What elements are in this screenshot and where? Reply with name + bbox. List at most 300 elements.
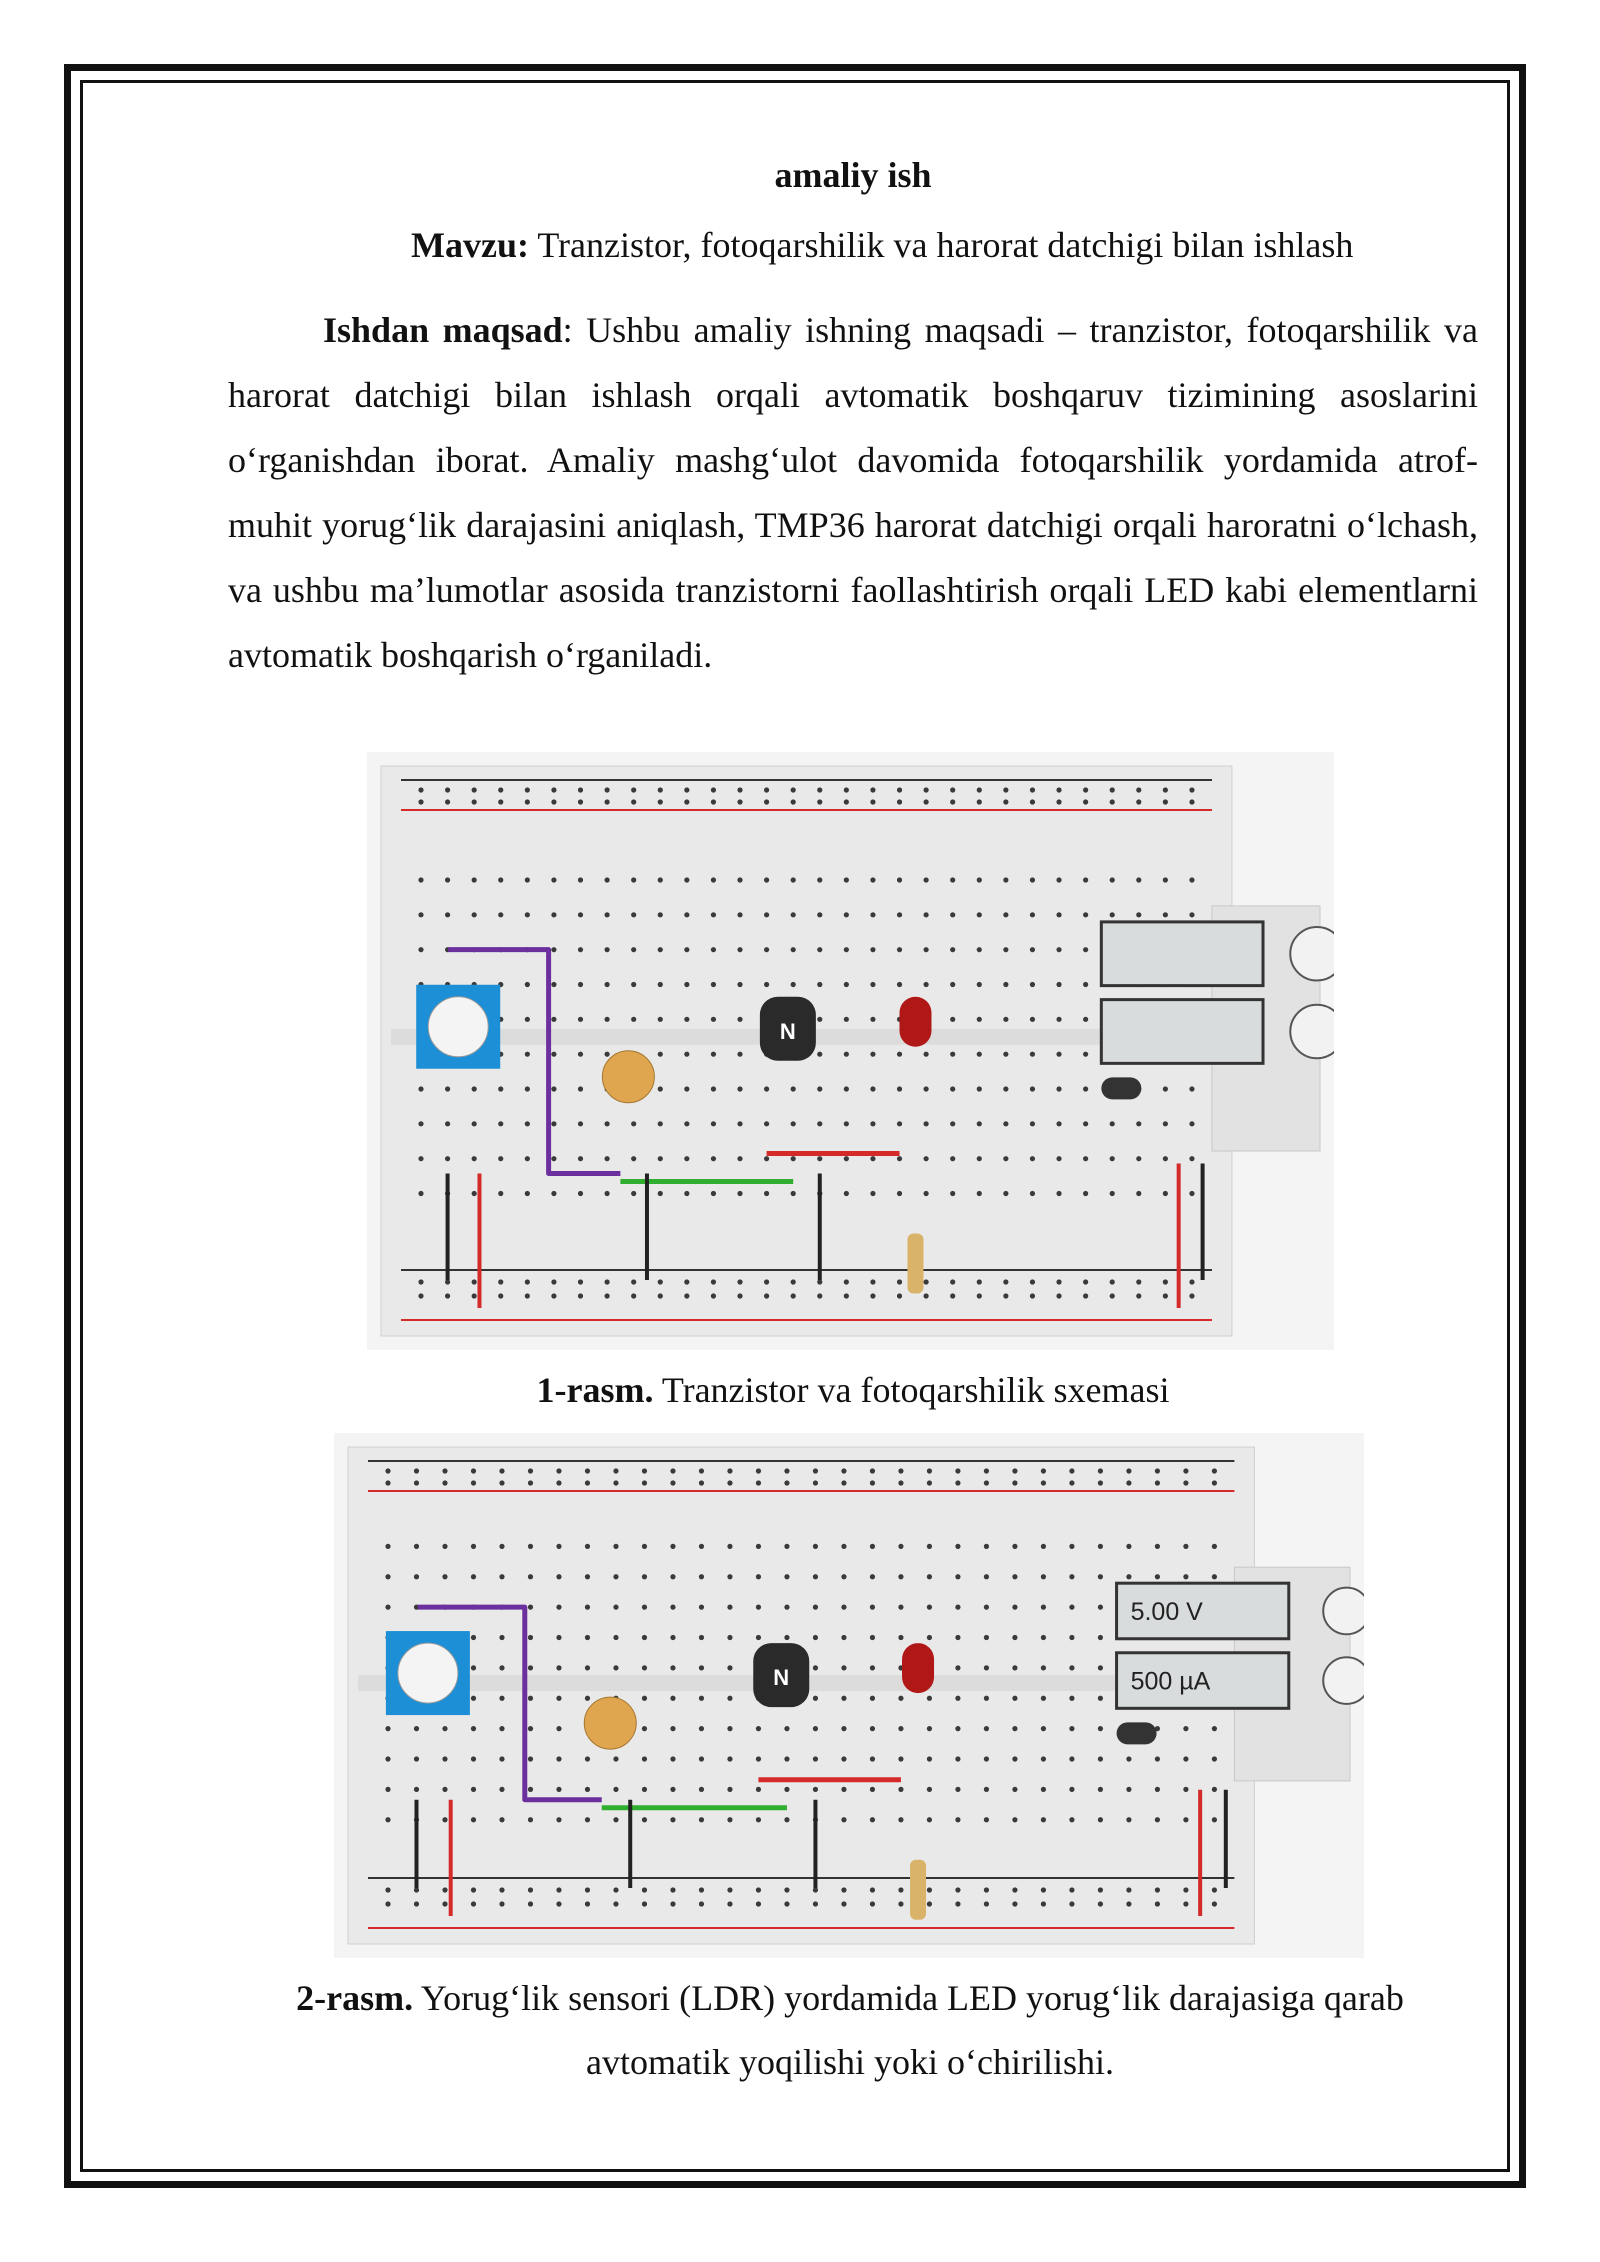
breadboard-hole	[631, 1191, 636, 1196]
breadboard-hole	[631, 982, 636, 987]
breadboard-hole	[578, 877, 583, 882]
breadboard-hole	[1098, 1756, 1103, 1761]
power-switch	[1101, 1077, 1141, 1099]
breadboard-hole	[613, 1605, 618, 1610]
breadboard-hole	[791, 947, 796, 952]
breadboard-hole	[658, 1156, 663, 1161]
breadboard-hole	[528, 1574, 533, 1579]
breadboard-hole	[1155, 1756, 1160, 1761]
breadboard-hole	[385, 1726, 390, 1731]
breadboard-hole	[528, 1756, 533, 1761]
breadboard-hole	[1003, 912, 1008, 917]
breadboard-hole	[445, 1121, 450, 1126]
breadboard-hole	[784, 1726, 789, 1731]
breadboard-hole	[711, 1052, 716, 1057]
breadboard-hole	[1212, 1787, 1217, 1792]
breadboard-hole	[984, 1817, 989, 1822]
breadboard-hole	[727, 1756, 732, 1761]
breadboard-hole	[1041, 1544, 1046, 1549]
breadboard-hole	[898, 1544, 903, 1549]
breadboard-hole	[699, 1901, 704, 1906]
breadboard-hole	[764, 1191, 769, 1196]
breadboard-hole	[950, 1191, 955, 1196]
breadboard-hole	[897, 1191, 902, 1196]
adjust-knob	[1323, 1588, 1364, 1635]
breadboard-hole	[551, 1191, 556, 1196]
breadboard-hole	[1056, 799, 1061, 804]
breadboard-hole	[984, 1635, 989, 1640]
breadboard-hole	[556, 1696, 561, 1701]
breadboard-hole	[955, 1787, 960, 1792]
breadboard-hole	[844, 912, 849, 917]
breadboard-hole	[897, 1156, 902, 1161]
breadboard-hole	[1030, 912, 1035, 917]
breadboard-hole	[385, 1901, 390, 1906]
breadboard-hole	[604, 1121, 609, 1126]
breadboard-hole	[658, 1293, 663, 1298]
breadboard-hole	[844, 799, 849, 804]
breadboard-hole	[471, 1887, 476, 1892]
breadboard-hole	[525, 1293, 530, 1298]
breadboard-hole	[442, 1480, 447, 1485]
breadboard-hole	[841, 1574, 846, 1579]
aim-text: : Ushbu amaliy ishning maqsadi – tranzistor, fotoqarshilik va harorat datchigi bilan ishlash orqali avtomatik boshqaruv tizimining asoslarini o‘rganishdan iborat. Amaliy mashg‘ulot davomida fotoqarshilik yordamida atrof-muhit yorug‘lik darajasini aniqlash, TMP36 harorat datchigi orqali haroratni o‘lchash, va ushbu ma’lumotlar asosida tranzistorni faollashtirish orqali LED kabi elementlarni avtomatik boshqarish o‘rganiladi.	[228, 310, 1478, 675]
breadboard-hole	[950, 1017, 955, 1022]
breadboard-hole	[764, 1156, 769, 1161]
breadboard-hole	[684, 877, 689, 882]
breadboard-hole	[817, 1086, 822, 1091]
breadboard-hole	[1136, 1191, 1141, 1196]
breadboard-hole	[699, 1665, 704, 1670]
breadboard-hole	[585, 1480, 590, 1485]
breadboard-hole	[791, 1279, 796, 1284]
breadboard-hole	[613, 1468, 618, 1473]
breadboard-hole	[817, 787, 822, 792]
breadboard-hole	[418, 1156, 423, 1161]
breadboard-hole	[1030, 1191, 1035, 1196]
breadboard-hole	[756, 1605, 761, 1610]
breadboard-hole	[897, 1279, 902, 1284]
breadboard-hole	[499, 1726, 504, 1731]
breadboard-hole	[631, 1017, 636, 1022]
breadboard-hole	[585, 1756, 590, 1761]
breadboard-hole	[670, 1665, 675, 1670]
breadboard-hole	[1212, 1574, 1217, 1579]
breadboard-hole	[955, 1665, 960, 1670]
breadboard-hole	[578, 1086, 583, 1091]
breadboard-hole	[418, 1191, 423, 1196]
breadboard-hole	[472, 1121, 477, 1126]
breadboard-hole	[684, 982, 689, 987]
breadboard-hole	[897, 947, 902, 952]
breadboard-hole	[1030, 1052, 1035, 1057]
breadboard-hole	[924, 947, 929, 952]
breadboard-hole	[1069, 1887, 1074, 1892]
breadboard-hole	[551, 1293, 556, 1298]
breadboard-hole	[870, 799, 875, 804]
breadboard-hole	[418, 947, 423, 952]
breadboard-hole	[870, 877, 875, 882]
breadboard-hole	[1189, 799, 1194, 804]
breadboard-hole	[631, 912, 636, 917]
breadboard-hole	[737, 799, 742, 804]
breadboard-hole	[1183, 1756, 1188, 1761]
breadboard-hole	[1083, 1156, 1088, 1161]
figure-2-image	[334, 1433, 1364, 1958]
breadboard-hole	[1126, 1817, 1131, 1822]
breadboard-hole	[791, 1156, 796, 1161]
breadboard-hole	[711, 982, 716, 987]
breadboard-hole	[984, 1468, 989, 1473]
breadboard-hole	[844, 1121, 849, 1126]
breadboard-hole	[499, 1887, 504, 1892]
breadboard-hole	[670, 1574, 675, 1579]
breadboard-hole	[585, 1605, 590, 1610]
voltage-display	[1101, 922, 1263, 986]
current-display	[1101, 1000, 1263, 1064]
breadboard-hole	[844, 1156, 849, 1161]
breadboard-hole	[1012, 1787, 1017, 1792]
breadboard-hole	[556, 1574, 561, 1579]
breadboard-hole	[870, 1605, 875, 1610]
breadboard-hole	[525, 799, 530, 804]
breadboard-hole	[1056, 912, 1061, 917]
breadboard-hole	[699, 1696, 704, 1701]
breadboard-hole	[445, 912, 450, 917]
breadboard-hole	[756, 1468, 761, 1473]
breadboard-hole	[1126, 1756, 1131, 1761]
transistor-label: N	[779, 1018, 796, 1044]
breadboard-hole	[813, 1901, 818, 1906]
breadboard-hole	[642, 1756, 647, 1761]
photoresistor-ldr	[602, 1051, 654, 1103]
breadboard-hole	[950, 1156, 955, 1161]
power-switch	[1117, 1722, 1157, 1744]
breadboard-hole	[870, 1156, 875, 1161]
breadboard-hole	[670, 1726, 675, 1731]
breadboard-hole	[1030, 947, 1035, 952]
figure-1-image	[367, 752, 1334, 1350]
breadboard-hole	[727, 1787, 732, 1792]
breadboard-hole	[1056, 947, 1061, 952]
breadboard-hole	[955, 1817, 960, 1822]
breadboard-hole	[955, 1544, 960, 1549]
breadboard-hole	[528, 1605, 533, 1610]
breadboard-hole	[528, 1787, 533, 1792]
breadboard-hole	[870, 1480, 875, 1485]
breadboard-hole	[1030, 787, 1035, 792]
breadboard-hole	[670, 1468, 675, 1473]
breadboard-hole	[604, 947, 609, 952]
breadboard-hole	[977, 1121, 982, 1126]
breadboard-hole	[844, 947, 849, 952]
breadboard-hole	[870, 1052, 875, 1057]
breadboard-hole	[498, 1293, 503, 1298]
breadboard-hole	[613, 1787, 618, 1792]
breadboard-hole	[551, 947, 556, 952]
breadboard-hole	[670, 1605, 675, 1610]
breadboard-hole	[955, 1901, 960, 1906]
breadboard-hole	[1056, 1121, 1061, 1126]
breadboard-hole	[472, 1156, 477, 1161]
breadboard-hole	[613, 1901, 618, 1906]
breadboard-hole	[955, 1887, 960, 1892]
breadboard-hole	[950, 799, 955, 804]
breadboard-hole	[604, 1156, 609, 1161]
breadboard-hole	[870, 1635, 875, 1640]
breadboard-hole	[813, 1887, 818, 1892]
breadboard-hole	[684, 1279, 689, 1284]
breadboard-hole	[1136, 1279, 1141, 1284]
breadboard-hole	[385, 1480, 390, 1485]
breadboard-hole	[556, 1635, 561, 1640]
breadboard-hole	[1003, 1086, 1008, 1091]
breadboard-hole	[445, 877, 450, 882]
breadboard-hole	[1003, 1279, 1008, 1284]
breadboard-hole	[984, 1544, 989, 1549]
breadboard-hole	[442, 1817, 447, 1822]
breadboard-hole	[784, 1468, 789, 1473]
breadboard-hole	[927, 1787, 932, 1792]
breadboard-hole	[791, 912, 796, 917]
breadboard-hole	[1183, 1887, 1188, 1892]
breadboard-hole	[1110, 1121, 1115, 1126]
breadboard-hole	[1155, 1817, 1160, 1822]
breadboard-1	[367, 752, 1334, 1350]
breadboard-hole	[844, 1017, 849, 1022]
breadboard-hole	[955, 1756, 960, 1761]
breadboard-hole	[897, 877, 902, 882]
figure-2-caption-text: Yorug‘lik sensori (LDR) yordamida LED yorug‘lik darajasiga qarab avtomatik yoqilishi yoki o‘chirilishi.	[413, 1978, 1404, 2082]
breadboard-hole	[897, 787, 902, 792]
breadboard-hole	[1041, 1817, 1046, 1822]
breadboard-hole	[711, 1293, 716, 1298]
breadboard-hole	[525, 1052, 530, 1057]
breadboard-hole	[631, 799, 636, 804]
breadboard-hole	[684, 787, 689, 792]
breadboard-hole	[498, 799, 503, 804]
breadboard-hole	[1056, 982, 1061, 987]
breadboard-hole	[1012, 1468, 1017, 1473]
breadboard-hole	[1189, 877, 1194, 882]
breadboard-hole	[684, 1017, 689, 1022]
breadboard-hole	[897, 912, 902, 917]
breadboard-hole	[841, 1544, 846, 1549]
breadboard-hole	[898, 1635, 903, 1640]
breadboard-hole	[924, 1156, 929, 1161]
breadboard-hole	[977, 1052, 982, 1057]
breadboard-hole	[784, 1544, 789, 1549]
breadboard-hole	[1110, 912, 1115, 917]
breadboard-hole	[984, 1480, 989, 1485]
breadboard-hole	[898, 1696, 903, 1701]
breadboard-hole	[1126, 1480, 1131, 1485]
breadboard-hole	[551, 912, 556, 917]
breadboard-hole	[418, 877, 423, 882]
breadboard-hole	[870, 1293, 875, 1298]
breadboard-hole	[471, 1468, 476, 1473]
breadboard-hole	[1003, 877, 1008, 882]
breadboard-hole	[955, 1468, 960, 1473]
breadboard-hole	[1183, 1468, 1188, 1473]
breadboard-hole	[699, 1817, 704, 1822]
breadboard-hole	[1212, 1480, 1217, 1485]
breadboard-hole	[631, 1156, 636, 1161]
breadboard-hole	[977, 912, 982, 917]
breadboard-hole	[604, 1279, 609, 1284]
breadboard-hole	[727, 1544, 732, 1549]
aim-paragraph	[228, 298, 1478, 688]
breadboard-hole	[385, 1787, 390, 1792]
breadboard-hole	[1030, 982, 1035, 987]
breadboard-hole	[841, 1817, 846, 1822]
topic-text: Tranzistor, fotoqarshilik va harorat datchigi bilan ishlash	[528, 225, 1354, 265]
breadboard-hole	[924, 1279, 929, 1284]
breadboard-hole	[1012, 1605, 1017, 1610]
breadboard-hole	[1212, 1887, 1217, 1892]
breadboard-hole	[870, 1726, 875, 1731]
breadboard-hole	[1163, 1156, 1168, 1161]
breadboard-hole	[756, 1756, 761, 1761]
breadboard-hole	[1110, 877, 1115, 882]
potentiometer-knob	[428, 997, 488, 1057]
breadboard-hole	[414, 1787, 419, 1792]
breadboard-hole	[1183, 1726, 1188, 1731]
breadboard-hole	[525, 912, 530, 917]
breadboard-hole	[613, 1756, 618, 1761]
breadboard-hole	[1155, 1574, 1160, 1579]
breadboard-hole	[499, 1665, 504, 1670]
breadboard-hole	[528, 1696, 533, 1701]
breadboard-hole	[658, 1191, 663, 1196]
breadboard-hole	[642, 1787, 647, 1792]
breadboard-hole	[813, 1756, 818, 1761]
breadboard-hole	[556, 1887, 561, 1892]
led	[899, 997, 931, 1047]
breadboard-hole	[1003, 799, 1008, 804]
breadboard-hole	[699, 1468, 704, 1473]
breadboard-hole	[699, 1887, 704, 1892]
breadboard-hole	[784, 1635, 789, 1640]
breadboard-hole	[528, 1635, 533, 1640]
breadboard-hole	[1083, 1017, 1088, 1022]
breadboard-hole	[791, 799, 796, 804]
breadboard-hole	[924, 877, 929, 882]
breadboard-hole	[727, 1574, 732, 1579]
breadboard-hole	[1083, 1052, 1088, 1057]
breadboard-hole	[817, 1279, 822, 1284]
breadboard-hole	[727, 1635, 732, 1640]
breadboard-hole	[442, 1756, 447, 1761]
breadboard-hole	[578, 1191, 583, 1196]
breadboard-hole	[414, 1468, 419, 1473]
breadboard-hole	[1163, 877, 1168, 882]
breadboard-hole	[551, 982, 556, 987]
breadboard-hole	[551, 1052, 556, 1057]
breadboard-hole	[897, 1293, 902, 1298]
breadboard-hole	[642, 1665, 647, 1670]
breadboard-hole	[784, 1605, 789, 1610]
breadboard-hole	[984, 1574, 989, 1579]
breadboard-hole	[699, 1480, 704, 1485]
breadboard-hole	[756, 1574, 761, 1579]
breadboard-hole	[784, 1480, 789, 1485]
breadboard-hole	[950, 1052, 955, 1057]
breadboard-hole	[756, 1901, 761, 1906]
breadboard-hole	[1030, 1293, 1035, 1298]
breadboard-hole	[1083, 947, 1088, 952]
photoresistor-ldr	[584, 1697, 636, 1749]
breadboard-hole	[841, 1480, 846, 1485]
breadboard-hole	[699, 1574, 704, 1579]
breadboard-hole	[585, 1901, 590, 1906]
breadboard-hole	[418, 912, 423, 917]
breadboard-hole	[924, 1121, 929, 1126]
breadboard-hole	[984, 1787, 989, 1792]
breadboard-hole	[984, 1605, 989, 1610]
breadboard-hole	[1189, 1086, 1194, 1091]
breadboard-hole	[1056, 1191, 1061, 1196]
breadboard-hole	[844, 877, 849, 882]
breadboard-hole	[556, 1665, 561, 1670]
breadboard-hole	[418, 1121, 423, 1126]
breadboard-hole	[1098, 1635, 1103, 1640]
breadboard-hole	[472, 787, 477, 792]
breadboard-hole	[1056, 1156, 1061, 1161]
breadboard-hole	[841, 1887, 846, 1892]
breadboard-hole	[1012, 1756, 1017, 1761]
breadboard-hole	[1136, 1156, 1141, 1161]
breadboard-hole	[631, 947, 636, 952]
breadboard-hole	[445, 799, 450, 804]
breadboard-hole	[528, 1817, 533, 1822]
breadboard-hole	[955, 1574, 960, 1579]
breadboard-hole	[642, 1574, 647, 1579]
breadboard-hole	[1056, 787, 1061, 792]
breadboard-hole	[1083, 877, 1088, 882]
breadboard-hole	[756, 1726, 761, 1731]
potentiometer-knob	[398, 1643, 458, 1703]
breadboard-hole	[498, 787, 503, 792]
breadboard-hole	[1163, 1191, 1168, 1196]
breadboard-hole	[1163, 1121, 1168, 1126]
breadboard-hole	[1083, 912, 1088, 917]
breadboard-hole	[604, 1017, 609, 1022]
breadboard-hole	[1030, 1279, 1035, 1284]
breadboard-hole	[950, 1121, 955, 1126]
breadboard-hole	[813, 1635, 818, 1640]
breadboard-hole	[897, 1052, 902, 1057]
breadboard-hole	[870, 1665, 875, 1670]
breadboard-hole	[1212, 1756, 1217, 1761]
breadboard-hole	[924, 982, 929, 987]
breadboard-hole	[585, 1817, 590, 1822]
breadboard-hole	[1012, 1480, 1017, 1485]
breadboard-hole	[1155, 1901, 1160, 1906]
breadboard-hole	[711, 912, 716, 917]
breadboard-hole	[817, 912, 822, 917]
breadboard-hole	[841, 1665, 846, 1670]
breadboard-hole	[658, 1086, 663, 1091]
breadboard-hole	[727, 1887, 732, 1892]
transistor-label: N	[773, 1665, 790, 1691]
breadboard-hole	[1110, 787, 1115, 792]
breadboard-hole	[472, 799, 477, 804]
breadboard-hole	[791, 1086, 796, 1091]
breadboard-hole	[1041, 1887, 1046, 1892]
breadboard-hole	[844, 1052, 849, 1057]
breadboard-hole	[604, 799, 609, 804]
